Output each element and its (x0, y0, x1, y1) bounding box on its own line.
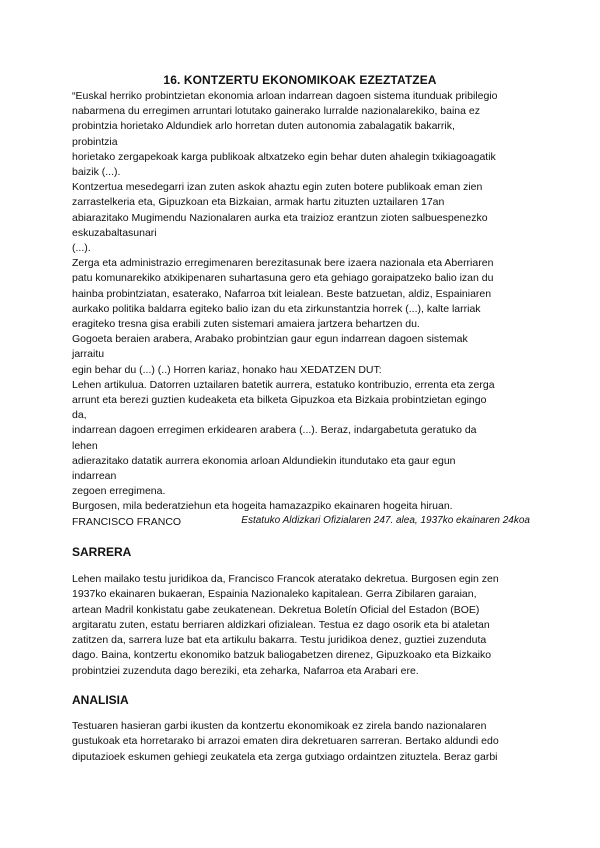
text-line: hainba probintziatan, esaterako, Nafarroa txit leialean. Beste batzuetan, aldiz, Espainiaren (72, 287, 492, 300)
text-line: Gogoeta beraien arabera, Arabako probintzian gaur egun indarrean dagoen sistemak (72, 333, 468, 346)
text-line: abiarazitako Mugimendu Nazionalaren aurka eta traizioz erantzun zioten salbuespenezko (72, 211, 488, 224)
text-line: jarraitu (72, 348, 105, 361)
text-line: dago. Baina, kontzertu ekonomiko batzuk baliogabetzen direnez, Gipuzkoako eta Bizkaiko (72, 649, 492, 662)
text-line: zegoen erregimena. (72, 485, 166, 498)
text-line: gustukoak eta horretarako bi arrazoi ematen dira dekretuaren sarreran. Bertako aldundi edo (72, 735, 499, 748)
source-citation: Estatuko Aldizkari Ofizialaren 247. alea, 1937ko ekainaren 24koa (241, 515, 530, 526)
document-title: 16. KONTZERTU EKONOMIKOAK EZEZTATZEA (163, 73, 437, 87)
text-line: (...). (72, 242, 91, 255)
text-line: indarrean dagoen erregimen erkidearen arabera (...). Beraz, indargabetuta geratuko da (72, 424, 477, 437)
text-line: probintzia (72, 135, 118, 148)
text-line: da, (72, 409, 87, 422)
text-line: baizik (...). (72, 166, 121, 179)
text-line: Burgosen, mila bederatziehun eta hogeita hamazazpiko ekainaren hogeita hiruan. (72, 500, 453, 513)
text-line: eragiteko tresna gisa erabili zuten sistemari amaiera jartzera behartzen du. (72, 318, 420, 331)
text-line: Zerga eta administrazio erregimenaren berezitasunak bere izaera nazionala eta Aberriaren (72, 257, 494, 270)
text-line: Lehen mailako testu juridikoa da, Francisco Francok ateratako dekretua. Burgosen egin zen (72, 573, 499, 585)
text-line: aurkako politika baldarra egiteko balio izan du eta zirkunstantzia horrek (...), kalte larriak (72, 302, 481, 315)
text-line: diputazioek eskumen gehiegi zeukatela eta zerga gutxiago ordaintzen zituztela. Beraz garbi (72, 750, 498, 763)
text-line: probintzia horietako Aldundiek arlo horretan duten autonomia zabalagatik bakarrik, (72, 120, 455, 133)
text-line: horietako zergapekoak karga publikoak altxatzeko egin behar duten ahalegin txikiagoagatik (72, 150, 496, 163)
text-line: eskuzabaltasunari (72, 226, 157, 239)
text-line: Kontzertua mesedegarri izan zuten askok ahaztu egin zuten botere publikoak eman zien (72, 181, 483, 194)
text-line: egin behar du (...) (..) Horren kariaz, honako hau XEDATZEN DUT: (72, 363, 382, 376)
text-line: indarrean (72, 470, 117, 483)
text-line: nabarmena du erregimen arruntari lotutako gainerako lurralde nazionalarekiko, baina ez (72, 105, 480, 118)
decree-quote (72, 89, 532, 530)
text-line: patu komunarekiko atxikipenaren suhartasuna gero eta gehiago goraipatzeko balio izan du (72, 272, 494, 285)
text-line: probintziei zuzenduta dago bereziki, eta zeharka, Nafarroa eta Arabari ere. (72, 664, 419, 677)
text-line: artean Madril konkistatu gabe zeukatenean. Dekretua Boletín Oficial del Estadon (BOE) (72, 603, 480, 616)
text-line: argitaratu zuten, estatu berriaren aldizkari ofizialean. Testua ez dago osorik eta bi ataletan (72, 618, 490, 631)
text-line: Lehen artikulua. Datorren uztailaren batetik aurrera, estatuko kontribuzio, errenta eta zerga (72, 378, 495, 391)
section-heading-analisia: ANALISIA (72, 693, 129, 707)
text-line: adierazitako datatik aurrera ekonomia arloan Aldundiekin itundutako eta gaur egun (72, 454, 456, 467)
text-line: “Euskal herriko probintzietan ekonomia arloan indarrean dagoen sistema itunduak pribilegio (72, 90, 498, 102)
text-line: FRANCISCO FRANCO (72, 515, 182, 528)
section-heading-sarrera: SARRERA (72, 545, 132, 559)
text-line: Testuaren hasieran garbi ikusten da kontzertu ekonomikoak ez zirela bando nazionalaren (72, 720, 487, 732)
paragraph-analisia (72, 719, 542, 765)
text-line: zatitzen da, sarrera luze bat eta artikulu bakarra. Testu juridikoa denez, guztiei zuzenduta (72, 634, 487, 647)
text-line: arrunt eta berezi guztien kudeaketa eta bilketa Gipuzkoa eta Bizkaia probintzietan egingo (72, 394, 487, 407)
paragraph-sarrera (72, 572, 542, 679)
text-line: 1937ko ekainaren bukaeran, Espainia Nazionaleko kapitalean. Gerra Zibilaren garaian, (72, 588, 477, 601)
text-line: zarrastelkeria eta, Gipuzkoan eta Bizkaian, armak hartu zituzten uztailaren 17an (72, 196, 445, 209)
text-line: lehen (72, 439, 98, 452)
